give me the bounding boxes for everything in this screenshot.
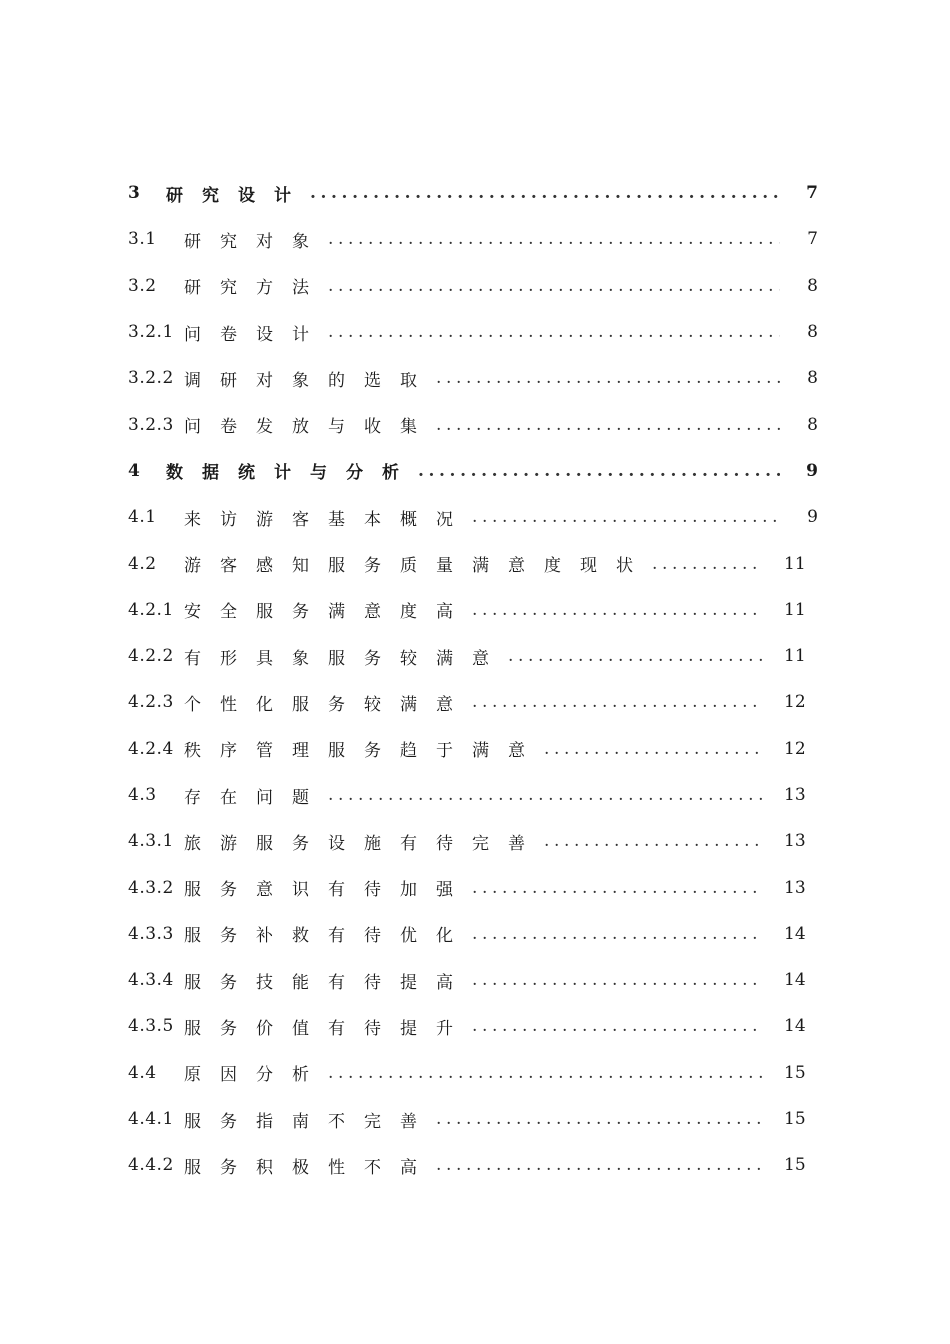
toc-entry-number: 4.1 xyxy=(128,507,157,528)
toc-entry-number: 4.2.2 xyxy=(128,646,174,667)
toc-entry-page-number: 15 xyxy=(784,1062,806,1083)
toc-entry-title: 研究对象 xyxy=(184,231,328,252)
toc-entry-number: 4.2.1 xyxy=(128,599,174,620)
toc-entry-number: 4.3.3 xyxy=(128,923,174,944)
toc-leader-dots xyxy=(472,878,762,898)
toc-entry[interactable] xyxy=(128,818,818,864)
toc-entry[interactable] xyxy=(128,216,818,262)
toc-entry-number: 3.2.2 xyxy=(128,368,174,389)
toc-leader-dots xyxy=(472,600,762,620)
toc-entry-title: 秩序管理服务趋于满意 xyxy=(184,741,544,762)
toc-leader-dots xyxy=(472,692,762,712)
toc-entry-page-number: 9 xyxy=(806,460,818,481)
toc-entry-title: 安全服务满意度高 xyxy=(184,602,472,623)
toc-entry-page-number: 8 xyxy=(807,368,818,389)
toc-entry[interactable] xyxy=(128,448,818,494)
toc-entry-number: 4 xyxy=(128,460,141,481)
toc-entry-page-number: 14 xyxy=(784,970,806,991)
toc-entry[interactable] xyxy=(128,911,818,957)
toc-entry-title: 个性化服务较满意 xyxy=(184,694,472,715)
toc-entry-title: 有形具象服务较满意 xyxy=(184,648,508,669)
toc-entry-page-number: 15 xyxy=(784,1155,806,1176)
toc-entry-title: 问卷发放与收集 xyxy=(184,417,436,438)
toc-leader-dots xyxy=(472,507,780,527)
toc-entry-title: 服务补救有待优化 xyxy=(184,926,472,947)
toc-leader-dots xyxy=(418,461,780,481)
toc-entry-number: 4.2.4 xyxy=(128,738,174,759)
toc-entry-title: 旅游服务设施有待完善 xyxy=(184,833,544,854)
toc-entry-page-number: 11 xyxy=(784,599,806,620)
toc-entry-title: 服务价值有待提升 xyxy=(184,1018,472,1039)
toc-leader-dots xyxy=(328,1063,762,1083)
toc-entry-number: 3.2 xyxy=(128,275,157,296)
toc-entry-page-number: 13 xyxy=(784,877,806,898)
toc-leader-dots xyxy=(328,322,780,342)
toc-entry[interactable] xyxy=(128,679,818,725)
toc-entry[interactable] xyxy=(128,1050,818,1096)
toc-entry-number: 3.2.3 xyxy=(128,414,174,435)
toc-leader-dots xyxy=(472,1016,762,1036)
toc-entry-page-number: 13 xyxy=(784,785,806,805)
toc-leader-dots xyxy=(652,554,762,574)
toc-entry-title: 调研对象的选取 xyxy=(184,370,436,391)
toc-entry-page-number: 7 xyxy=(806,183,818,204)
toc-leader-dots xyxy=(436,415,780,435)
toc-leader-dots xyxy=(436,368,780,388)
toc-entry-title: 数据统计与分析 xyxy=(166,463,418,484)
toc-entry-page-number: 13 xyxy=(784,831,806,852)
toc-entry[interactable] xyxy=(128,355,818,401)
toc-entry-page-number: 12 xyxy=(784,692,806,713)
toc-leader-dots xyxy=(328,785,762,805)
toc-leader-dots xyxy=(436,1109,762,1129)
toc-entry-title: 服务指南不完善 xyxy=(184,1111,436,1132)
toc-entry[interactable] xyxy=(128,772,818,818)
toc-entry-page-number: 11 xyxy=(784,646,806,667)
toc-leader-dots xyxy=(310,183,780,203)
toc-entry-page-number: 12 xyxy=(784,738,806,759)
toc-entry-title: 原因分析 xyxy=(184,1065,328,1086)
toc-entry-number: 4.4.2 xyxy=(128,1155,174,1176)
toc-leader-dots xyxy=(544,739,762,759)
toc-entry[interactable] xyxy=(128,633,818,679)
toc-entry[interactable] xyxy=(128,540,818,586)
toc-entry-page-number: 14 xyxy=(784,1016,806,1037)
toc-entry-title: 游客感知服务质量满意度现状 xyxy=(184,556,652,577)
toc-entry-title: 服务积极性不高 xyxy=(184,1157,436,1178)
toc-entry-title: 服务技能有待提高 xyxy=(184,972,472,993)
toc-leader-dots xyxy=(328,276,780,296)
toc-entry[interactable] xyxy=(128,1142,818,1188)
toc-entry-number: 4.3.5 xyxy=(128,1016,174,1037)
toc-entry-page-number: 8 xyxy=(807,414,818,435)
toc-entry-number: 3.2.1 xyxy=(128,322,174,343)
table-of-contents xyxy=(128,170,818,1189)
toc-entry[interactable] xyxy=(128,587,818,633)
toc-entry[interactable] xyxy=(128,263,818,309)
toc-entry-number: 4.3.4 xyxy=(128,970,174,991)
toc-entry-title: 存在问题 xyxy=(184,787,328,808)
toc-leader-dots xyxy=(472,970,762,990)
toc-entry-title: 服务意识有待加强 xyxy=(184,880,472,901)
toc-leader-dots xyxy=(508,646,762,666)
toc-entry[interactable] xyxy=(128,1096,818,1142)
toc-leader-dots xyxy=(544,831,762,851)
toc-entry-number: 4.3.1 xyxy=(128,831,174,852)
toc-entry-number: 4.4 xyxy=(128,1062,157,1083)
toc-leader-dots xyxy=(436,1155,762,1175)
toc-entry-page-number: 9 xyxy=(807,507,818,528)
toc-entry[interactable] xyxy=(128,494,818,540)
toc-entry[interactable] xyxy=(128,401,818,447)
toc-entry[interactable] xyxy=(128,170,818,216)
toc-entry-number: 4.3 xyxy=(128,785,157,805)
toc-entry-number: 3 xyxy=(128,183,141,204)
toc-entry[interactable] xyxy=(128,957,818,1003)
toc-leader-dots xyxy=(328,229,780,249)
toc-entry-title: 问卷设计 xyxy=(184,324,328,345)
toc-entry-page-number: 8 xyxy=(807,275,818,296)
toc-entry[interactable] xyxy=(128,309,818,355)
toc-entry-number: 4.3.2 xyxy=(128,877,174,898)
toc-entry-page-number: 15 xyxy=(784,1109,806,1130)
toc-entry[interactable] xyxy=(128,1003,818,1049)
toc-entry[interactable] xyxy=(128,726,818,772)
toc-entry-title: 来访游客基本概况 xyxy=(184,509,472,530)
toc-entry-number: 3.1 xyxy=(128,229,157,250)
toc-entry-title: 研究方法 xyxy=(184,278,328,299)
toc-entry-number: 4.2.3 xyxy=(128,692,174,713)
toc-entry[interactable] xyxy=(128,864,818,910)
toc-entry-number: 4.2 xyxy=(128,553,157,574)
toc-entry-page-number: 14 xyxy=(784,923,806,944)
toc-entry-page-number: 8 xyxy=(807,322,818,343)
toc-entry-page-number: 7 xyxy=(807,229,818,250)
toc-entry-title: 研究设计 xyxy=(166,185,310,206)
toc-entry-number: 4.4.1 xyxy=(128,1109,174,1130)
toc-leader-dots xyxy=(472,924,762,944)
toc-entry-page-number: 11 xyxy=(784,553,806,574)
